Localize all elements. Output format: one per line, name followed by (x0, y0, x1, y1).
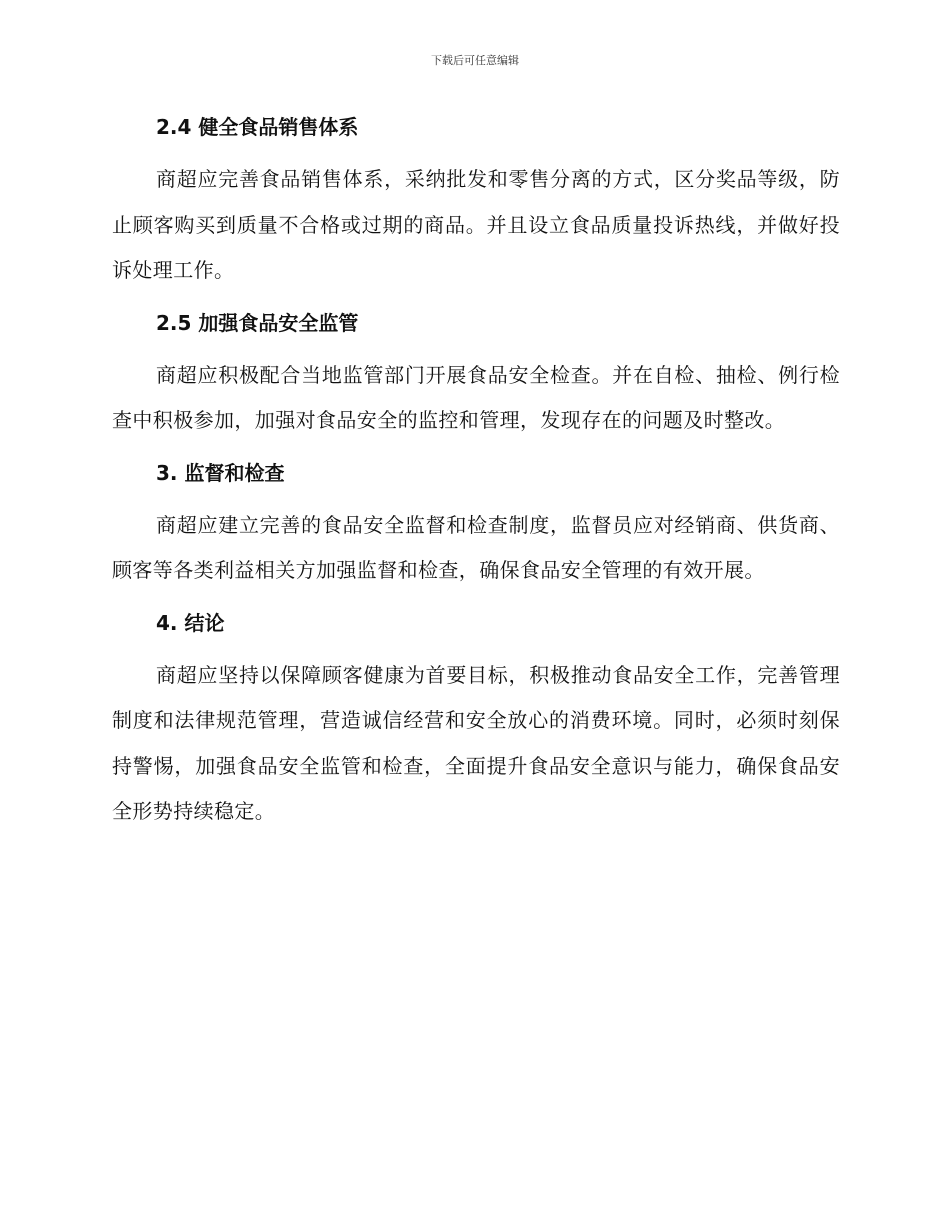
document-body (112, 112, 840, 835)
section-heading: 2.5 加强食品安全监管 (156, 310, 359, 335)
section-heading: 2.4 健全食品销售体系 (156, 115, 359, 139)
section-heading: 4. 结论 (156, 610, 225, 635)
section-paragraph: 商超应积极配合当地监管部门开展食品安全检查。并在自检、抽检、例行检查中积极参加，加强对食品安全的监控和管理，发现存在的问题及时整改。 (112, 362, 840, 432)
section-3 (112, 458, 840, 594)
section-paragraph: 商超应完善食品销售体系，采纳批发和零售分离的方式，区分奖品等级，防止顾客购买到质量不合格或过期的商品。并且设立食品质量投诉热线，并做好投诉处理工作。 (112, 167, 840, 282)
section-4 (112, 608, 840, 835)
section-paragraph: 商超应建立完善的食品安全监督和检查制度，监督员应对经销商、供货商、顾客等各类利益相关方加强监督和检查，确保食品安全管理的有效开展。 (112, 512, 840, 582)
section-paragraph: 商超应坚持以保障顾客健康为首要目标，积极推动食品安全工作，完善管理制度和法律规范管理，营造诚信经营和安全放心的消费环境。同时，必须时刻保持警惕，加强食品安全监管和检查，全面提升食品安全意识与能力，确保食品安全形势持续稳定。 (112, 662, 840, 823)
section-2-4 (112, 112, 840, 294)
page-header: 下载后可任意编辑 (431, 54, 519, 67)
section-heading: 3. 监督和检查 (156, 460, 285, 485)
section-2-5 (112, 308, 840, 444)
